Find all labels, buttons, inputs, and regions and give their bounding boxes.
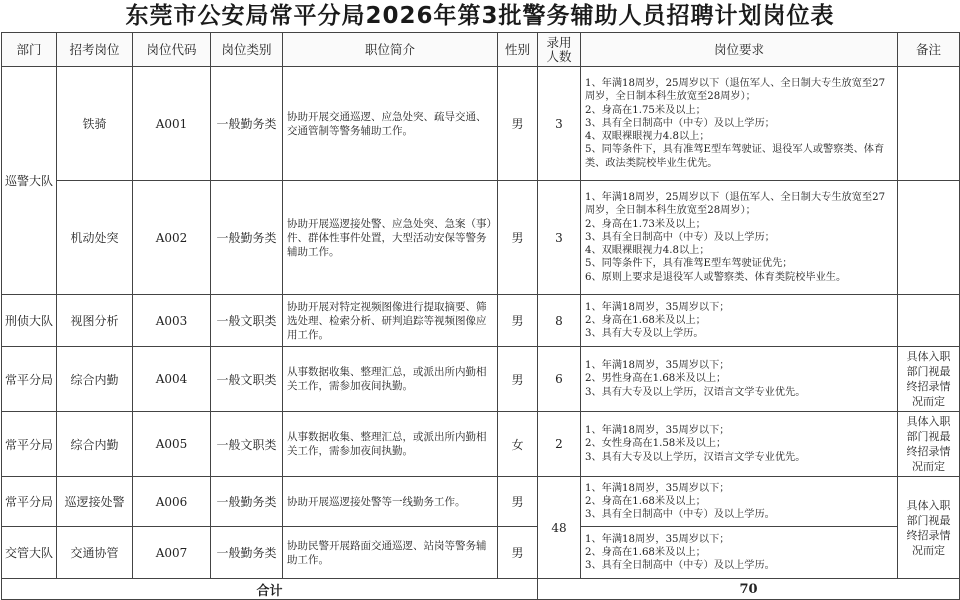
count-cell: 3 <box>538 181 581 295</box>
requirement-line: 1、年满18周岁，35周岁以下； <box>585 533 730 545</box>
gender-cell: 男 <box>498 527 538 579</box>
header-notes: 备注 <box>898 33 960 67</box>
count-cell: 8 <box>538 295 581 347</box>
intro-cell: 从事数据收集、整理汇总，或派出所内勤相关工作，需参加夜间执勤。 <box>283 347 498 412</box>
table-row <box>2 477 960 527</box>
note-cell: 具体入职部门视最终招录情况而定 <box>898 477 960 579</box>
gender-cell: 男 <box>498 67 538 181</box>
code-cell: A006 <box>133 477 211 527</box>
intro-cell: 协助开展巡逻接处警、应急处突、急案（事）件、群体性事件处置，大型活动安保等警务辅助工作。 <box>283 181 498 295</box>
category-cell: 一般勤务类 <box>211 477 283 527</box>
requirements-cell <box>581 67 898 181</box>
position-cell: 交通协管 <box>57 527 133 579</box>
intro-cell: 协助开展巡逻接处警等一线勤务工作。 <box>283 477 498 527</box>
page-title: 东莞市公安局常平分局2026年第3批警务辅助人员招聘计划岗位表 <box>125 3 835 29</box>
requirement-line: 2、身高在1.75米及以上； <box>585 104 706 116</box>
requirement-line: 3、具有全日制高中（中专）及以上学历。 <box>585 560 775 572</box>
position-cell: 综合内勤 <box>57 412 133 477</box>
count-cell: 48 <box>538 477 581 579</box>
gender-cell: 男 <box>498 347 538 412</box>
requirement-line: 3、具有全日制高中（中专）及以上学历； <box>585 231 775 243</box>
total-label: 合计 <box>2 579 538 600</box>
position-cell: 综合内勤 <box>57 347 133 412</box>
gender-cell: 男 <box>498 477 538 527</box>
category-cell: 一般文职类 <box>211 347 283 412</box>
requirement-line: 1、年满18周岁，35周岁以下； <box>585 360 730 372</box>
requirements-cell <box>581 295 898 347</box>
requirement-line: 4、双眼裸眼视力4.8以上； <box>585 245 710 257</box>
table-row <box>2 412 960 477</box>
total-row <box>2 579 960 600</box>
requirements-cell <box>581 527 898 579</box>
table-row <box>2 181 960 295</box>
recruitment-table <box>1 32 960 600</box>
requirement-line: 1、年满18周岁，35周岁以下； <box>585 425 730 437</box>
note-cell <box>898 67 960 181</box>
requirement-line: 1、年满18周岁，35周岁以下； <box>585 301 730 313</box>
requirement-line: 2、身高在1.73米及以上； <box>585 218 706 230</box>
count-cell: 2 <box>538 412 581 477</box>
category-cell: 一般勤务类 <box>211 67 283 181</box>
count-cell: 6 <box>538 347 581 412</box>
note-cell <box>898 181 960 295</box>
category-cell: 一般勤务类 <box>211 181 283 295</box>
note-cell: 具体入职部门视最终招录情况而定 <box>898 347 960 412</box>
dept-cell: 刑侦大队 <box>2 295 57 347</box>
header-gender: 性别 <box>498 33 538 67</box>
requirement-line: 1、年满18周岁，25周岁以下（退伍军人、全日制大专生放宽至27周岁，全日制本科生放宽至28周岁）； <box>585 78 886 103</box>
code-cell: A001 <box>133 67 211 181</box>
requirement-line: 3、具有大专及以上学历，汉语言文学专业优先。 <box>585 386 806 398</box>
header-count: 录用人数 <box>538 33 581 67</box>
table-row <box>2 527 960 579</box>
gender-cell: 男 <box>498 181 538 295</box>
requirements-cell <box>581 412 898 477</box>
table-row <box>2 295 960 347</box>
header-position: 招考岗位 <box>57 33 133 67</box>
total-value: 70 <box>538 579 960 600</box>
requirement-line: 3、具有大专及以上学历，汉语言文学专业优先。 <box>585 451 806 463</box>
dept-cell: 巡警大队 <box>2 67 57 295</box>
note-cell: 具体入职部门视最终招录情况而定 <box>898 412 960 477</box>
intro-cell: 协助民警开展路面交通巡逻、站岗等警务辅助工作。 <box>283 527 498 579</box>
category-cell: 一般勤务类 <box>211 527 283 579</box>
requirement-line: 5、同等条件下，具有准驾E型车驾驶证、退役军人或警察类、体育类、政法类院校毕业生优先。 <box>585 144 885 169</box>
intro-cell: 协助开展交通巡逻、应急处突、疏导交通、交通管制等警务辅助工作。 <box>283 67 498 181</box>
header-category: 岗位类别 <box>211 33 283 67</box>
header-requirements: 岗位要求 <box>581 33 898 67</box>
gender-cell: 男 <box>498 295 538 347</box>
position-cell: 巡逻接处警 <box>57 477 133 527</box>
code-cell: A007 <box>133 527 211 579</box>
intro-cell: 从事数据收集、整理汇总，或派出所内勤相关工作，需参加夜间执勤。 <box>283 412 498 477</box>
requirement-line: 5、同等条件下，具有准驾E型车驾驶证优先； <box>585 258 793 270</box>
requirement-line: 2、男性身高在1.68米及以上； <box>585 373 727 385</box>
requirement-line: 2、身高在1.68米及以上； <box>585 314 706 326</box>
position-cell: 铁骑 <box>57 67 133 181</box>
category-cell: 一般文职类 <box>211 295 283 347</box>
code-cell: A005 <box>133 412 211 477</box>
requirement-line: 2、身高在1.68米及以上； <box>585 495 706 507</box>
requirement-line: 3、具有全日制高中（中专）及以上学历。 <box>585 509 775 521</box>
requirement-line: 1、年满18周岁，35周岁以下； <box>585 482 730 494</box>
dept-cell: 常平分局 <box>2 347 57 412</box>
dept-cell: 常平分局 <box>2 477 57 527</box>
table-row <box>2 347 960 412</box>
code-cell: A003 <box>133 295 211 347</box>
requirement-line: 6、原则上要求是退役军人或警察类、体育类院校毕业生。 <box>585 271 847 283</box>
gender-cell: 女 <box>498 412 538 477</box>
header-intro: 职位简介 <box>283 33 498 67</box>
requirement-line: 1、年满18周岁，25周岁以下（退伍军人、全日制大专生放宽至27周岁，全日制本科生放宽至28周岁）； <box>585 192 886 217</box>
header-row <box>2 33 960 67</box>
header-code: 岗位代码 <box>133 33 211 67</box>
requirement-line: 2、身高在1.68米及以上； <box>585 546 706 558</box>
requirement-line: 4、双眼裸眼视力4.8以上； <box>585 131 710 143</box>
requirement-line: 3、具有大专及以上学历。 <box>585 328 704 340</box>
requirement-line: 2、女性身高在1.58米及以上； <box>585 438 727 450</box>
code-cell: A004 <box>133 347 211 412</box>
requirements-cell <box>581 347 898 412</box>
dept-cell: 交管大队 <box>2 527 57 579</box>
category-cell: 一般文职类 <box>211 412 283 477</box>
position-cell: 视图分析 <box>57 295 133 347</box>
dept-cell: 常平分局 <box>2 412 57 477</box>
intro-cell: 协助开展对特定视频图像进行提取摘要、筛选处理、检索分析、研判追踪等视频图像应用工作。 <box>283 295 498 347</box>
header-dept: 部门 <box>2 33 57 67</box>
table-row <box>2 67 960 181</box>
position-cell: 机动处突 <box>57 181 133 295</box>
requirements-cell <box>581 477 898 527</box>
note-cell <box>898 295 960 347</box>
requirements-cell <box>581 181 898 295</box>
count-cell: 3 <box>538 67 581 181</box>
code-cell: A002 <box>133 181 211 295</box>
requirement-line: 3、具有全日制高中（中专）及以上学历； <box>585 117 775 129</box>
